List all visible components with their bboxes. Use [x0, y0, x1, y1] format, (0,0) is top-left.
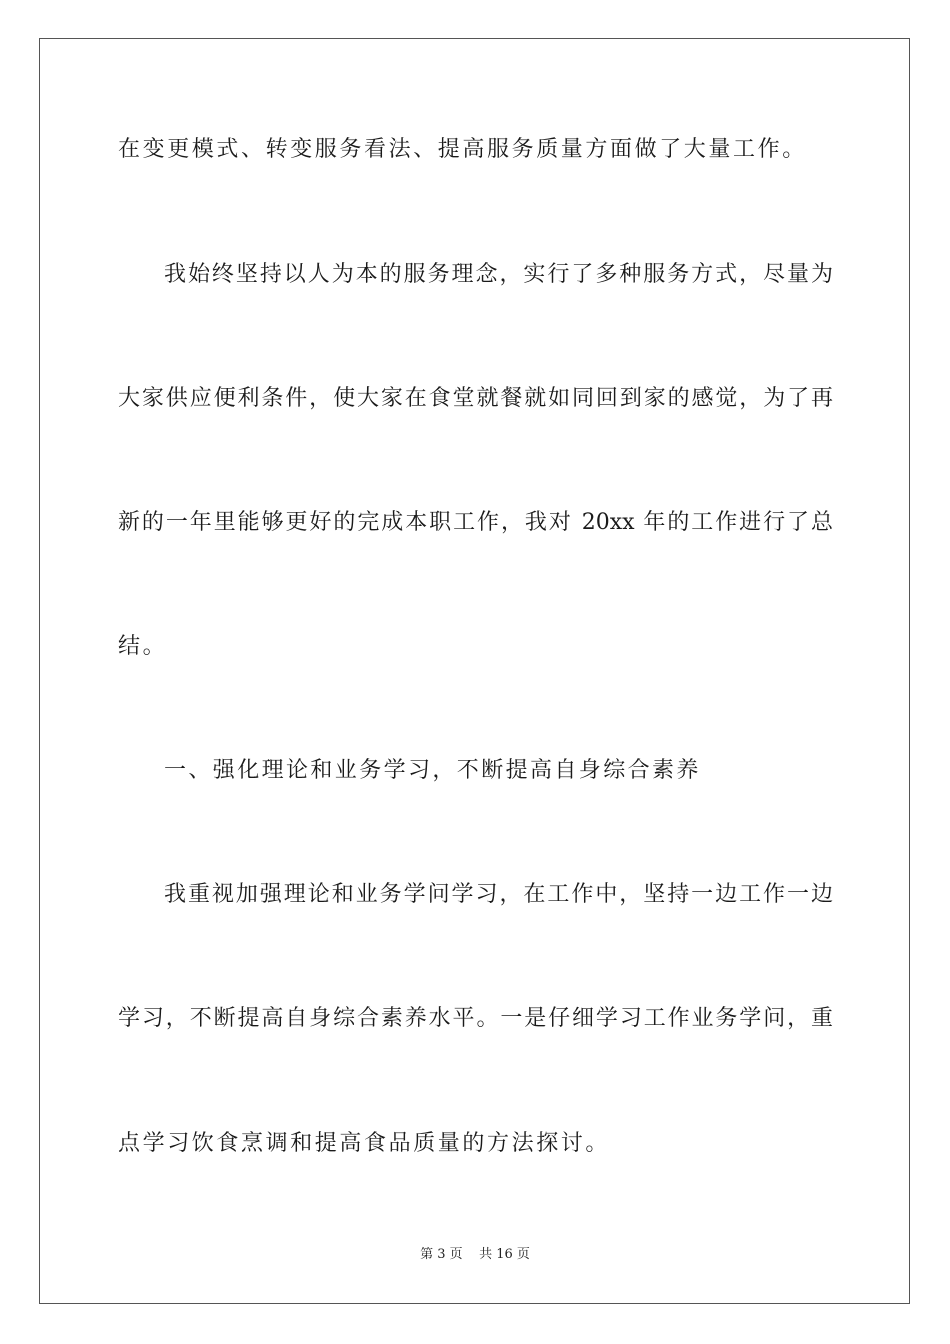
body-text-line: 点学习饮食烹调和提高食品质量的方法探讨。: [118, 1131, 611, 1156]
body-text-line: 大家供应便利条件，使大家在食堂就餐就如同回到家的感觉，为了再: [118, 386, 833, 411]
body-text-line: 新的一年里能够更好的完成本职工作，我对 20xx 年的工作进行了总: [118, 510, 833, 535]
page-frame: [39, 38, 910, 1304]
body-text-line: 在变更模式、转变服务看法、提高服务质量方面做了大量工作。: [118, 137, 807, 162]
body-text-line: 我重视加强理论和业务学问学习，在工作中，坚持一边工作一边: [164, 882, 833, 907]
section-heading: 一、强化理论和业务学习，不断提高自身综合素养: [164, 758, 701, 783]
page-number-footer: 第 3 页 共 16 页: [420, 1247, 530, 1262]
body-text-line: 学习，不断提高自身综合素养水平。一是仔细学习工作业务学问，重: [118, 1006, 833, 1031]
body-text-line: 我始终坚持以人为本的服务理念，实行了多种服务方式，尽量为: [164, 262, 833, 287]
body-text-line: 结。: [118, 634, 168, 659]
